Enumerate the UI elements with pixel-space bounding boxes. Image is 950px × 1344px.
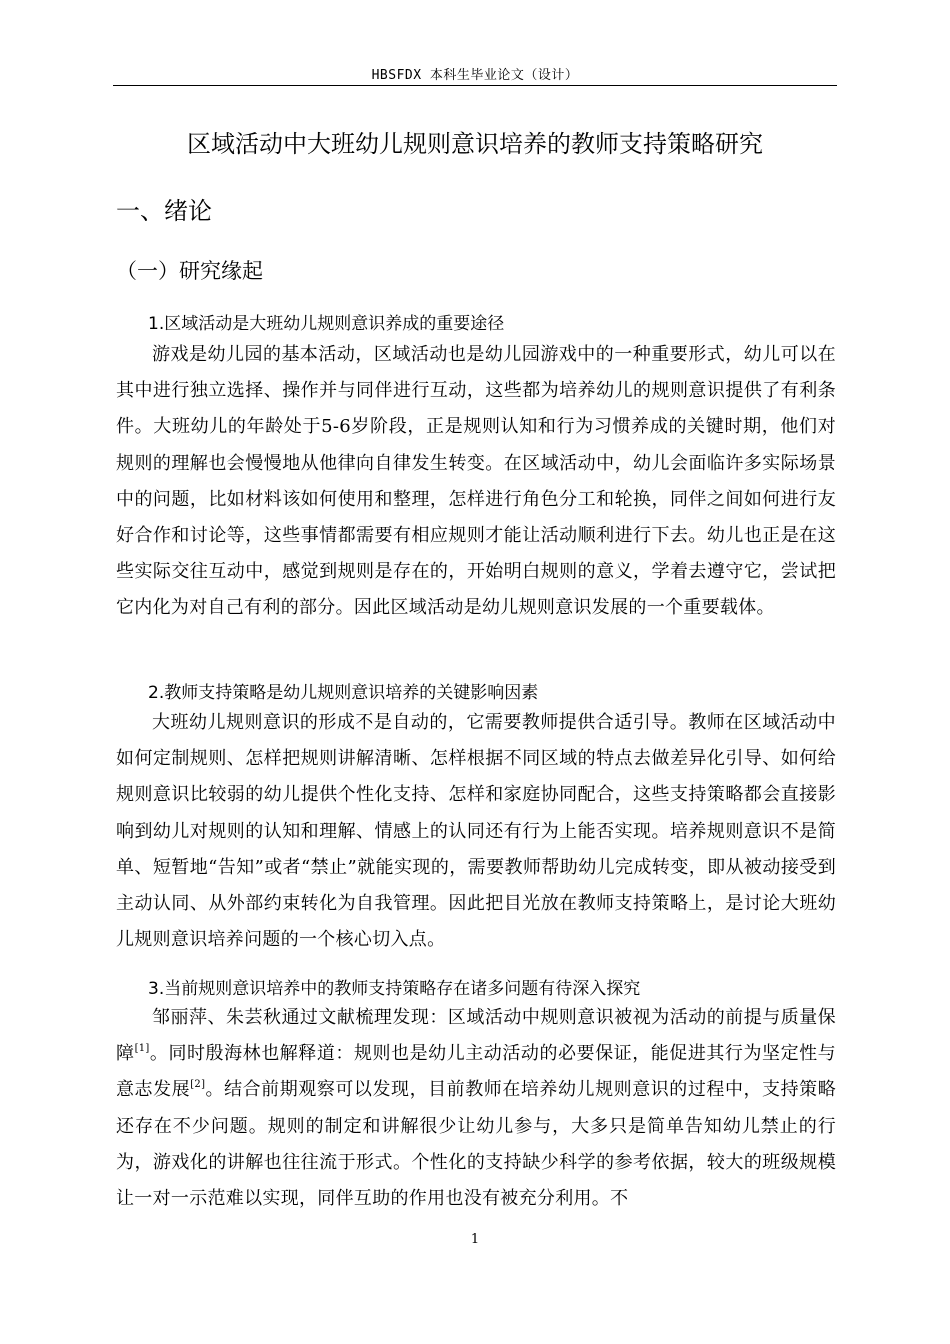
paragraph-2: 大班幼儿规则意识的形成不是自动的，它需要教师提供合适引导。教师在区域活动中如何定制规则、怎样把规则讲解清晰、怎样根据不同区域的特点去做差异化引导、如何给规则意识比较弱的幼儿提供个性化支持、怎样和家庭协同配合，这些支持策略都会直接影响到幼儿对规则的认知和理解、情感上的认同还有行为上能否实现。培养规则意识不是简单、短暂地“告知”或者“禁止”就能实现的，需要教师帮助幼儿完成转变，即从被动接受到主动认同、从外部约束转化为自我管理。因此把目光放在教师支持策略上，是讨论大班幼儿规则意识培养问题的一个核心切入点。: [116, 712, 836, 951]
paper-title: 区域活动中大班幼儿规则意识培养的教师支持策略研究: [187, 130, 763, 158]
subsection-heading-1: 1.区域活动是大班幼儿规则意识养成的重要途径: [148, 314, 505, 334]
running-header: HBSFDX 本科生毕业论文（设计）: [371, 68, 579, 83]
citation-1[interactable]: [1]: [134, 1043, 150, 1055]
chapter-heading: 一、绪论: [116, 197, 212, 225]
header-rule: [113, 85, 837, 86]
citation-2[interactable]: [2]: [190, 1079, 206, 1091]
paragraph-3-part-a: 邹丽萍、朱芸秋通过文献梳理发现：区域活动中规则意识被视为活动的前提与质量保障: [116, 1007, 836, 1065]
paragraph-3: [116, 1000, 836, 1217]
section-heading: （一）研究缘起: [116, 259, 263, 283]
paragraph-1: 游戏是幼儿园的基本活动，区域活动也是幼儿园游戏中的一种重要形式，幼儿可以在其中进行独立选择、操作并与同伴进行互动，这些都为培养幼儿的规则意识提供了有利条件。大班幼儿的年龄处于5-6岁阶段，正是规则认知和行为习惯养成的关键时期，他们对规则的理解也会慢慢地从他律向自律发生转变。在区域活动中，幼儿会面临许多实际场景中的问题，比如材料该如何使用和整理，怎样进行角色分工和轮换，同伴之间如何进行友好合作和讨论等，这些事情都需要有相应规则才能让活动顺利进行下去。幼儿也正是在这些实际交往互动中，感觉到规则是存在的，开始明白规则的意义，学着去遵守它，尝试把它内化为对自己有利的部分。因此区域活动是幼儿规则意识发展的一个重要载体。: [116, 344, 836, 619]
subsection-heading-3: 3.当前规则意识培养中的教师支持策略存在诸多问题有待深入探究: [148, 979, 641, 999]
page-number: 1: [470, 1232, 480, 1247]
paragraph-3-part-c: 。结合前期观察可以发现，目前教师在培养幼儿规则意识的过程中，支持策略还存在不少问题。规则的制定和讲解很少让幼儿参与，大多只是简单告知幼儿禁止的行为，游戏化的讲解也往往流于形式。个性化的支持缺少科学的参考依据，较大的班级规模让一对一示范难以实现，同伴互助的作用也没有被充分利用。不: [116, 1079, 836, 1210]
paragraph-3-part-b: 。同时殷海林也解释道：规则也是幼儿主动活动的必要保证，能促进其行为坚定性与意志发展: [116, 1043, 836, 1101]
subsection-heading-2: 2.教师支持策略是幼儿规则意识培养的关键影响因素: [148, 683, 539, 703]
